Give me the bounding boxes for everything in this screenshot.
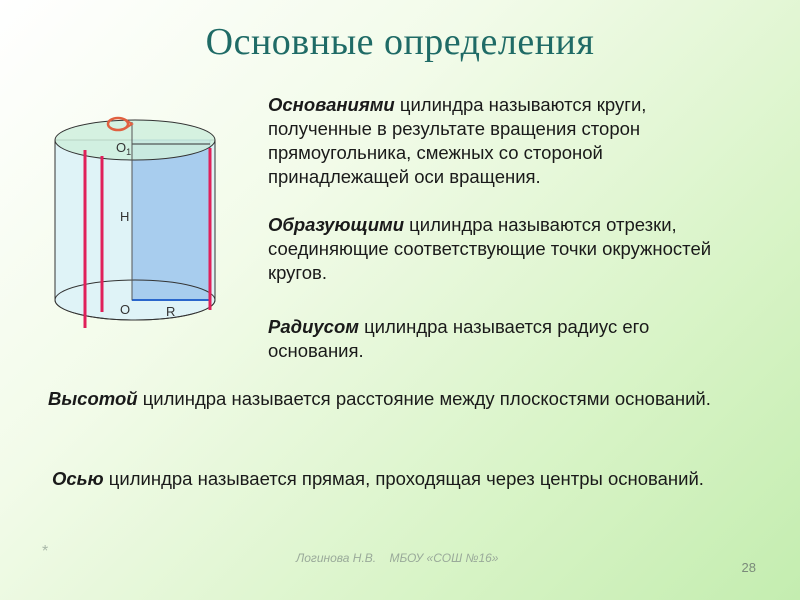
footer-author: Логинова Н.В.: [296, 551, 377, 565]
text-generatrices: цилиндра называются отрезки, соединяющие соответствующие точки окружностей кругов.: [268, 214, 712, 283]
slide-title: Основные определения: [205, 21, 595, 63]
definition-height: [48, 387, 748, 411]
definition-bases: [268, 93, 748, 189]
term-axis: Осью: [52, 468, 104, 489]
term-generatrices: Образующими: [268, 214, 405, 235]
text-height: цилиндра называется расстояние между плоскостями оснований.: [137, 388, 711, 409]
definition-axis: [52, 467, 752, 491]
term-bases: Основаниями: [268, 94, 395, 115]
page-number: 28: [741, 560, 756, 575]
cylinder-figure: [40, 100, 230, 340]
top-base: [55, 120, 215, 160]
label-o: O: [120, 302, 131, 317]
rotation-rectangle: [132, 140, 210, 300]
label-r: R: [166, 304, 176, 319]
definition-radius: [268, 315, 748, 363]
footer: [296, 551, 508, 565]
label-o1: $O_1$: [116, 140, 132, 157]
footer-star: *: [42, 543, 49, 560]
definition-generatrices: [268, 213, 768, 285]
footer-school: МБОУ «СОШ №16»: [389, 551, 499, 565]
term-height: Высотой: [48, 388, 138, 409]
text-radius: цилиндра называется радиус его основания.: [268, 316, 650, 361]
label-h: H: [120, 209, 130, 224]
text-axis: цилиндра называется прямая, проходящая через центры оснований.: [103, 468, 704, 489]
text-bases: цилиндра называются круги, полученные в результате вращения сторон прямоугольника, смежных со стороной принадлежащей оси вращения.: [268, 94, 647, 187]
term-radius: Радиусом: [268, 316, 359, 337]
